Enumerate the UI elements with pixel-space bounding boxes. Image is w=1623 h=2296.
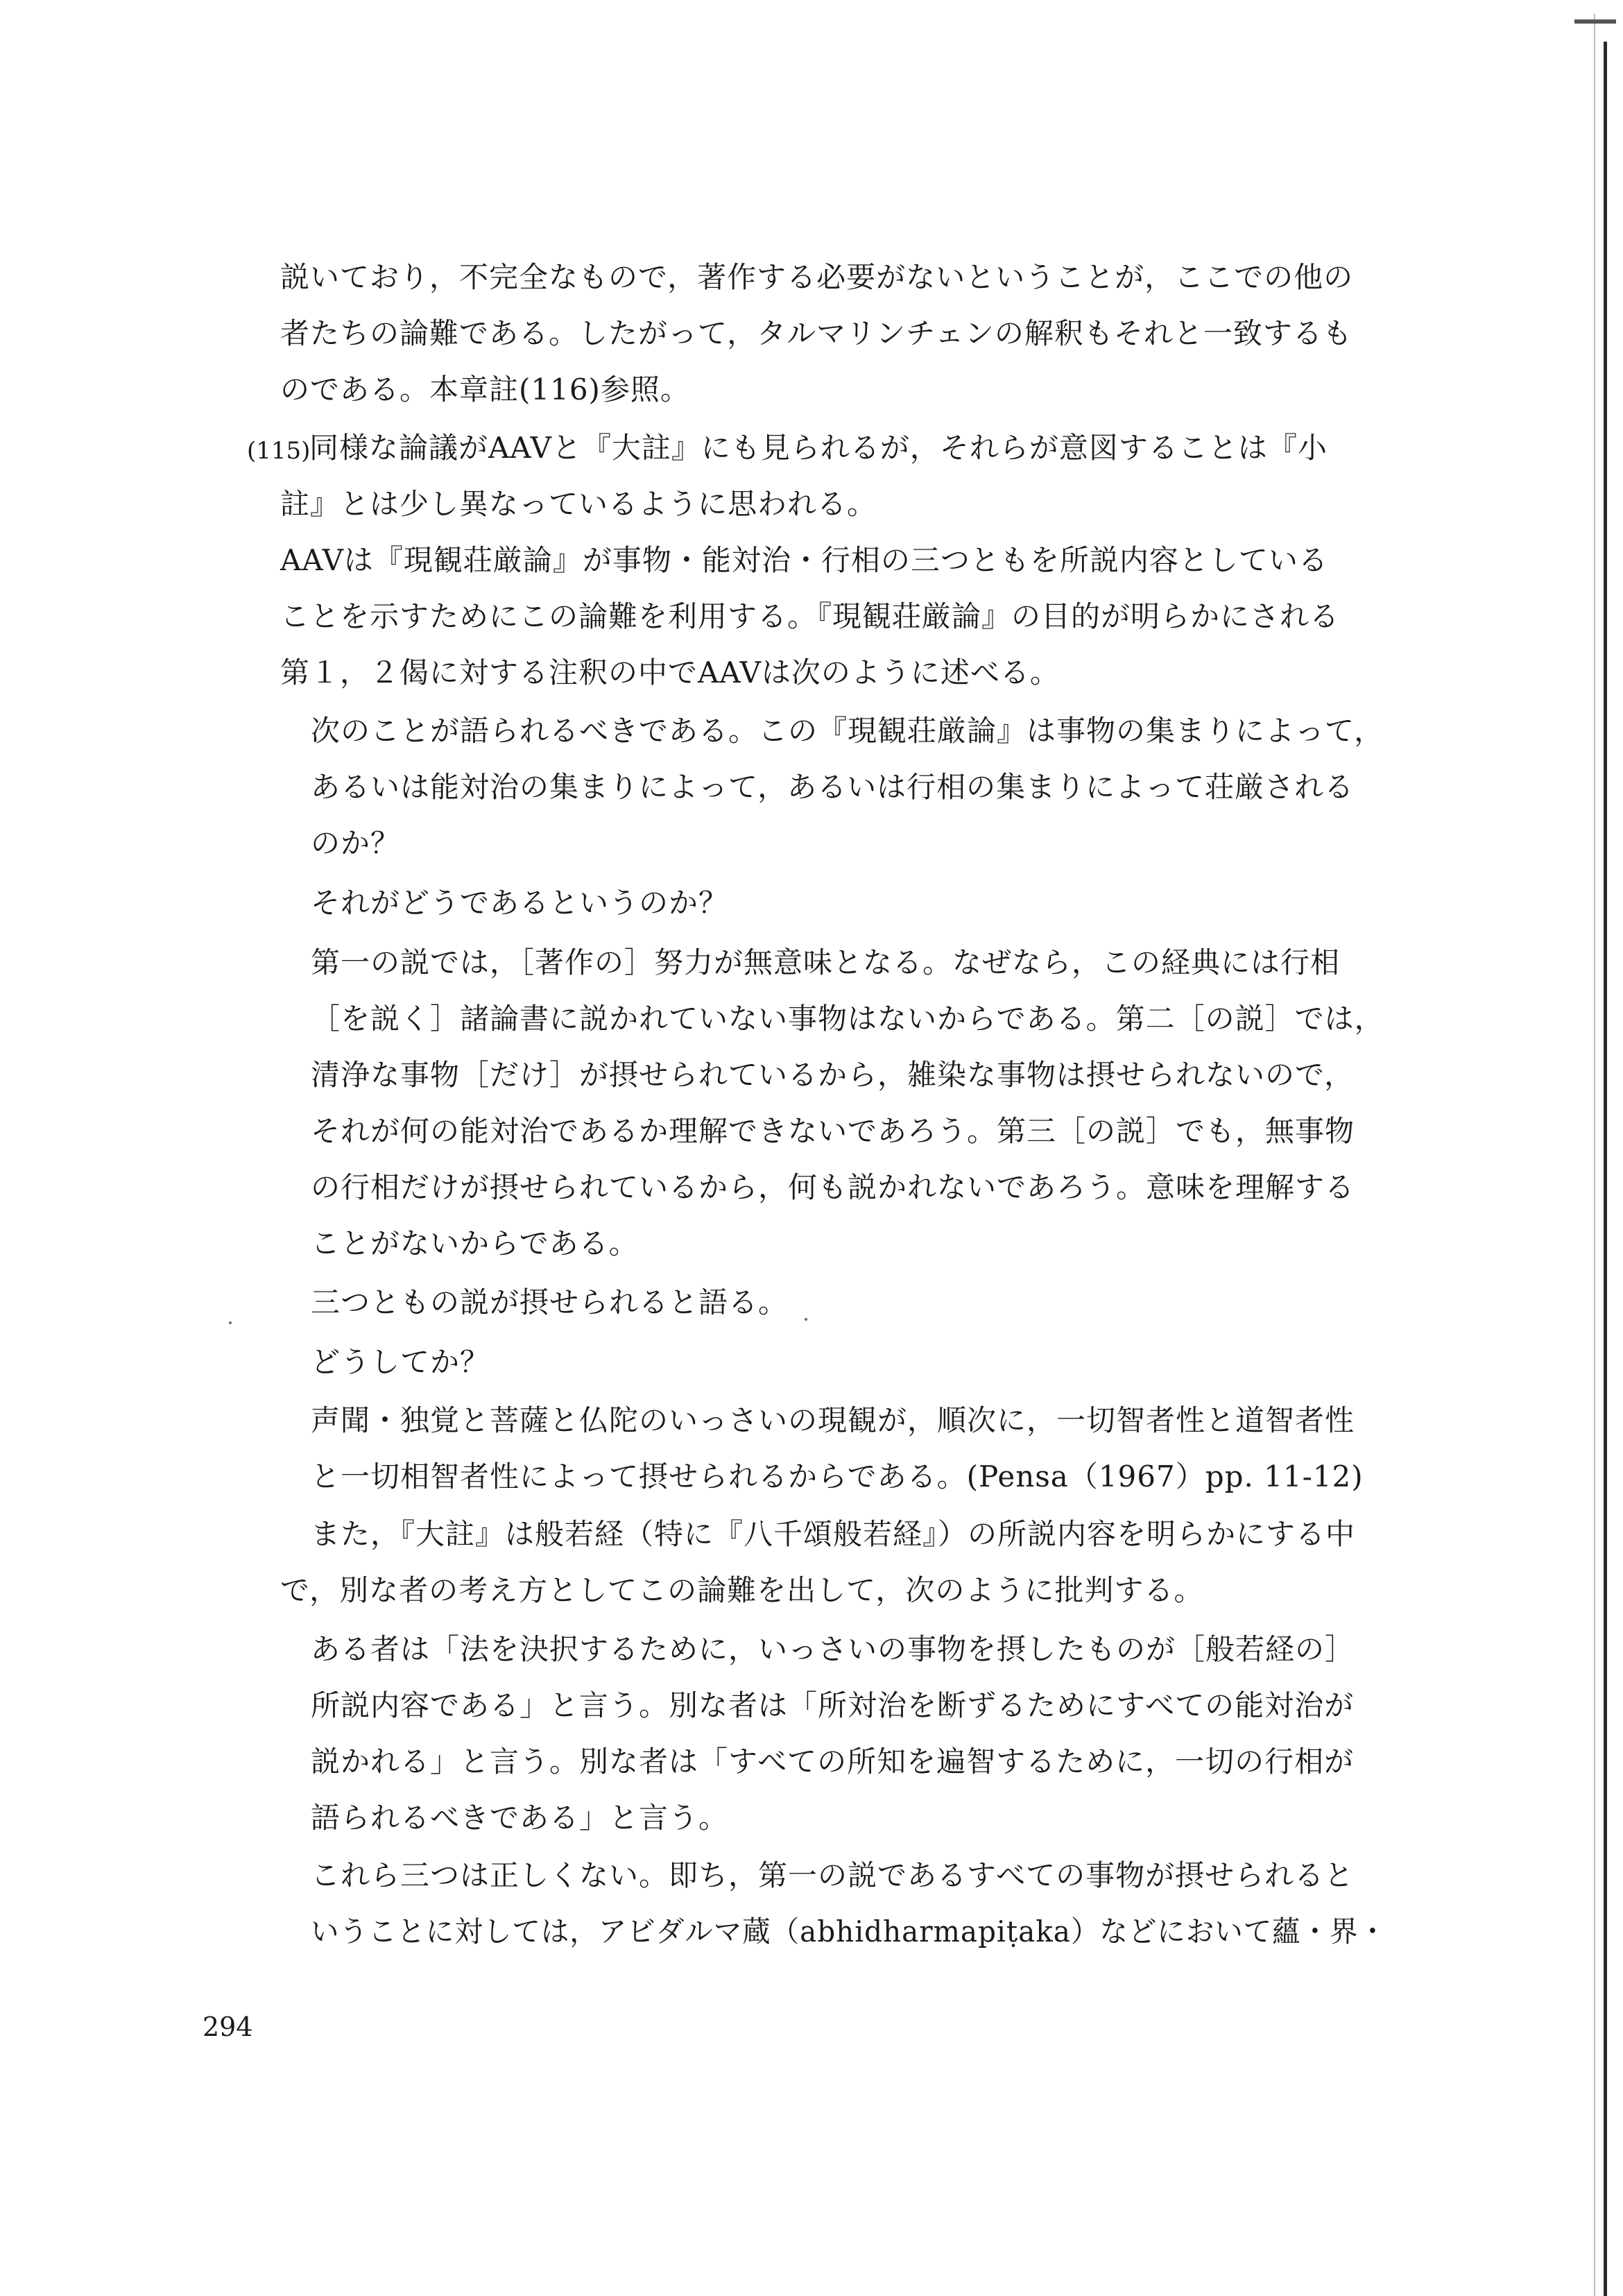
scan-speck [229,1321,232,1324]
scan-edge-top-mark [1574,19,1616,24]
quote-line: 三つともの説が摂せられると語る。 [311,1285,789,1319]
text-line: 第１，２偈に対する注釈の中でAAVは次のように述べる。 [280,656,1060,689]
text-line: 同様な論議がAAVと『大註』にも見られるが，それらが意図することは『小 [309,431,1328,465]
quote-line: どうしてか？ [311,1345,490,1379]
quote-line: それが何の能対治であるか理解できないであろう。第三［の説］でも，無事物 [311,1114,1355,1148]
quote-line: 説かれる」と言う。別な者は「すべての所知を遍智するために，一切の行相が [311,1745,1355,1779]
quote-line: ことがないからである。 [311,1226,639,1260]
text-line: 者たちの論難である。したがって，タルマリンチェンの解釈もそれと一致するも [280,316,1352,350]
text-line: ことを示すためにこの論難を利用する。『現観荘厳論』の目的が明らかにされる [280,599,1340,633]
quote-line: 清浄な事物［だけ］が摂せられているから，雑染な事物は摂せられないので， [311,1058,1355,1092]
text-line: 説いており，不完全なもので，著作する必要がないということが，ここでの他の [280,260,1354,294]
quote-line: 声聞・独覚と菩薩と仏陀のいっさいの現観が，順次に，一切智者性と道智者性 [311,1403,1355,1437]
quote-line: 語られるべきである」と言う。 [311,1801,729,1835]
quote-line: いうことに対しては，アビダルマ蔵（abhidharmapiṭaka）などにおいて蘊・界・ [311,1914,1388,1948]
text-line: で，別な者の考え方としてこの論難を出して，次のように批判する。 [280,1573,1204,1607]
quote-line: と一切相智者性によって摂せられるからである。(Pensa（1967）pp. 11-12) [311,1459,1364,1493]
text-line: AAVは『現観荘厳論』が事物・能対治・行相の三つともを所説内容としている [280,543,1328,577]
quote-line: の行相だけが摂せられているから，何も説かれないであろう。意味を理解する [311,1170,1355,1204]
text-line: 註』とは少し異なっているように思われる。 [280,487,877,521]
quote-line: これら三つは正しくない。即ち，第一の説であるすべての事物が摂せられると [311,1858,1355,1892]
quote-line: のか？ [311,826,401,860]
scan-speck [805,1318,807,1321]
note-number: (115) [247,437,311,465]
quote-line: 所説内容である」と言う。別な者は「所対治を断ずるためにすべての能対治が [311,1688,1355,1722]
text-line: のである。本章註(116)参照。 [280,372,690,406]
quote-line: ［を説く］諸論書に説かれていない事物はないからである。第二［の説］では， [311,1002,1384,1036]
quote-line: それがどうであるというのか？ [311,886,729,920]
text-line: また，『大註』は般若経（特に『八千頌般若経』）の所説内容を明らかにする中 [311,1517,1356,1551]
quote-line: 次のことが語られるべきである。この『現観荘厳論』は事物の集まりによって， [311,714,1384,748]
scan-edge-shadow [1594,14,1595,2296]
scan-edge-line [1604,42,1607,2296]
quote-line: 第一の説では，［著作の］努力が無意味となる。なぜなら，この経典には行相 [311,945,1341,979]
page-number: 294 [203,2012,253,2042]
quote-line: ある者は「法を決択するために，いっさいの事物を摂したものが［般若経の］ [311,1632,1355,1666]
quote-line: あるいは能対治の集まりによって，あるいは行相の集まりによって荘厳される [311,770,1355,804]
